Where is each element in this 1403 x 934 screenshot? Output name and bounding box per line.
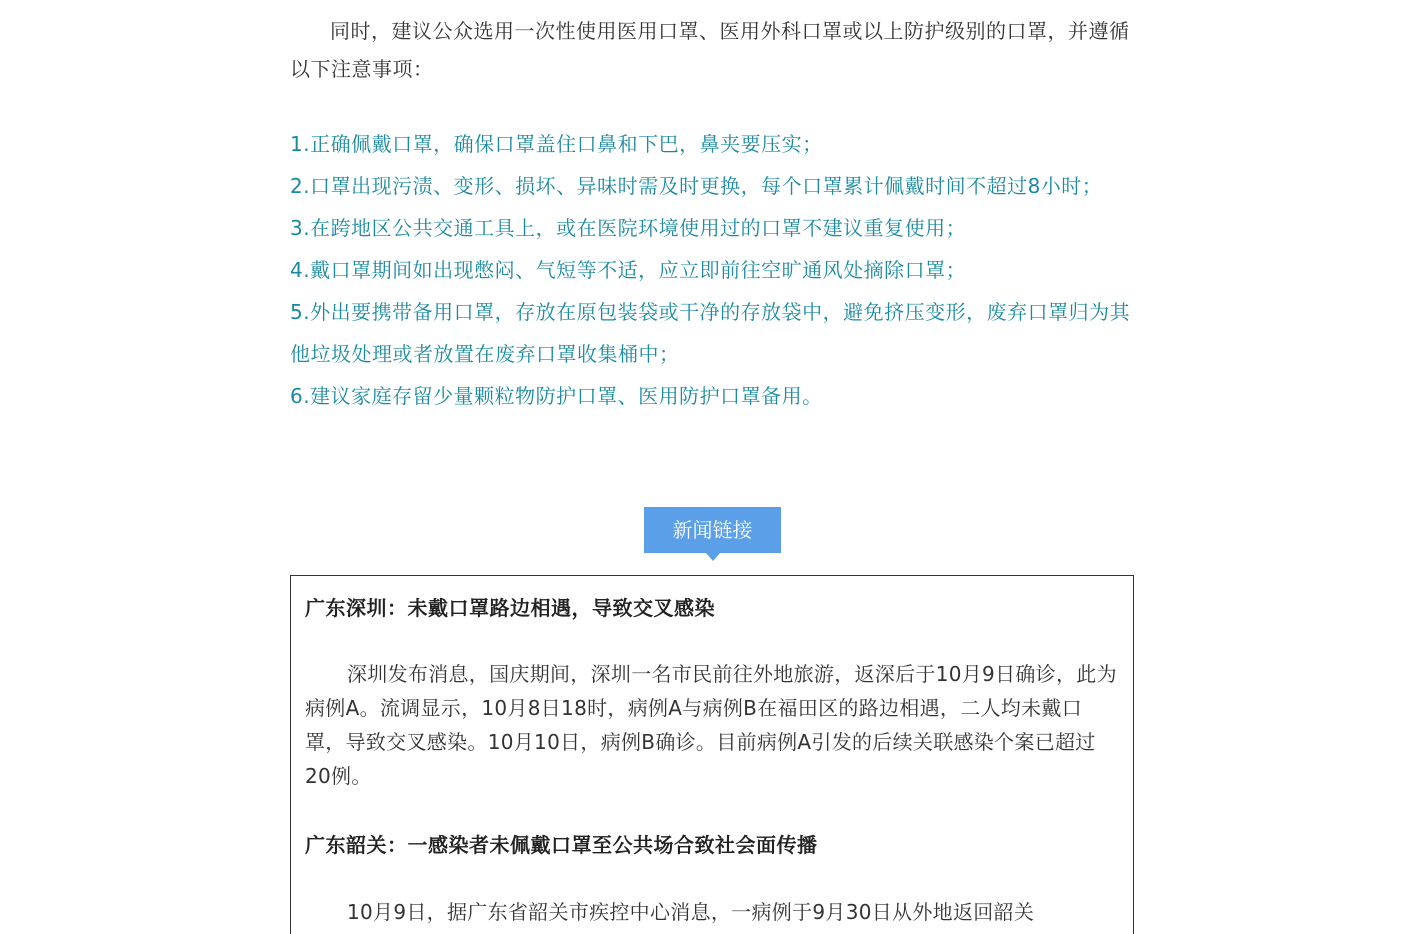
- news-link-tag-label: 新闻链接: [672, 518, 753, 542]
- tip-item: 1.正确佩戴口罩，确保口罩盖住口鼻和下巴，鼻夹要压实；: [290, 132, 823, 156]
- tip-item: 5.外出要携带备用口罩，存放在原包装袋或干净的存放袋中，避免挤压变形，废弃口罩归为其他垃圾处理或者放置在废弃口罩收集桶中；: [290, 300, 1131, 366]
- tag-pointer-icon: [706, 553, 720, 561]
- tip-item: 3.在跨地区公共交通工具上，或在医院环境使用过的口罩不建议重复使用；: [290, 216, 967, 240]
- news-body: 10月9日，据广东省韶关市疾控中心消息，一病例于9月30日从外地返回韶关: [347, 900, 1035, 924]
- tip-item: 6.建议家庭存留少量颗粒物防护口罩、医用防护口罩备用。: [290, 384, 823, 408]
- news-body: 深圳发布消息，国庆期间，深圳一名市民前往外地旅游，返深后于10月9日确诊，此为病例A。流调显示，10月8日18时，病例A与病例B在福田区的路边相遇，二人均未戴口罩，导致交叉感染。10月10日，病例B确诊。目前病例A引发的后续关联感染个案已超过20例。: [305, 662, 1117, 788]
- tip-item: 2.口罩出现污渍、变形、损坏、异味时需及时更换，每个口罩累计佩戴时间不超过8小时；: [290, 174, 1103, 198]
- intro-paragraph: 同时，建议公众选用一次性使用医用口罩、医用外科口罩或以上防护级别的口罩，并遵循以下注意事项：: [290, 19, 1130, 81]
- news-title: 广东韶关：一感染者未佩戴口罩至公共场合致社会面传播: [305, 833, 818, 857]
- news-link-tag: [644, 507, 781, 553]
- mask-tips-list: [290, 123, 1136, 417]
- tip-item: 4.戴口罩期间如出现憋闷、气短等不适，应立即前往空旷通风处摘除口罩；: [290, 258, 967, 282]
- news-title: 广东深圳：未戴口罩路边相遇，导致交叉感染: [305, 596, 715, 620]
- article: [290, 0, 1136, 924]
- news-box: [290, 575, 1134, 934]
